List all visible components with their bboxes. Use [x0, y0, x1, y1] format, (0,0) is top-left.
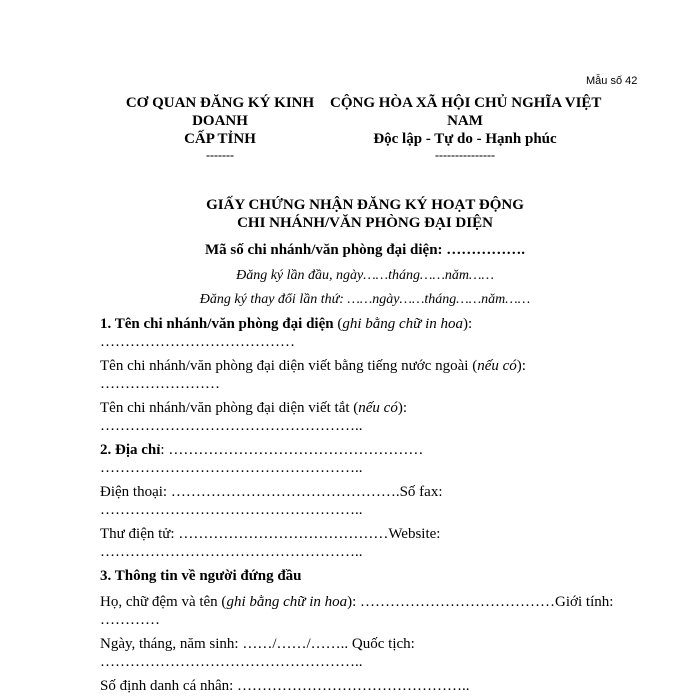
- form-number: Mẫu số 42: [586, 75, 638, 87]
- section1-heading: 1. Tên chi nhánh/văn phòng đại diện: [100, 316, 334, 332]
- dob-nationality-line: Ngày, tháng, năm sinh: ……/……/…….. Quốc tịch:: [100, 636, 415, 652]
- agency-separator: -------: [206, 148, 234, 162]
- agency-line-1: CƠ QUAN ĐĂNG KÝ KINH: [125, 95, 315, 111]
- nation-line-2: NAM: [447, 113, 483, 129]
- foreign-name-label-line: Tên chi nhánh/văn phòng đại diện viết bằng tiếng nước ngoài (nếu có):: [100, 358, 526, 374]
- abbr-name-label-line: Tên chi nhánh/văn phòng đại diện viết tắt (nếu có):: [100, 400, 408, 416]
- fax-dots: ……………………………………………..: [100, 502, 363, 518]
- full-name-line: Họ, chữ đệm và tên (ghi bằng chữ in hoa): …………………………………Giới tính:: [100, 594, 614, 610]
- section1-heading-note: ghi bằng chữ in hoa: [342, 316, 464, 332]
- abbr-name-dots: ……………………………………………..: [100, 418, 363, 434]
- title-line-2: CHI NHÁNH/VĂN PHÒNG ĐẠI DIỆN: [237, 215, 493, 231]
- gender-dots: …………: [100, 612, 160, 628]
- phone-fax-line: Điện thoại: ……………………………………….Số fax:: [100, 484, 443, 500]
- document-title: [150, 196, 580, 232]
- nation-line-1: CỘNG HÒA XÃ HỘI CHỦ NGHĨA VIỆT: [330, 95, 602, 111]
- first-registration-line: Đăng ký lần đầu, ngày……tháng……năm……: [236, 268, 494, 283]
- national-header: [330, 94, 600, 162]
- branch-code-line: Mã số chi nhánh/văn phòng đại diện: …………….: [204, 242, 526, 258]
- section2-heading-line: 2. Địa chỉ: ……………………………………………: [100, 442, 424, 458]
- agency-line-3: CẤP TỈNH: [184, 131, 256, 147]
- title-line-1: GIẤY CHỨNG NHẬN ĐĂNG KÝ HOẠT ĐỘNG: [206, 197, 524, 213]
- section1-heading-line: 1. Tên chi nhánh/văn phòng đại diện (ghi bằng chữ in hoa):: [100, 316, 473, 332]
- agency-line-2: DOANH: [192, 113, 248, 129]
- issuing-agency-header: [110, 94, 330, 162]
- foreign-name-dots: ……………………: [100, 376, 220, 392]
- motto-separator: ---------------: [435, 148, 495, 162]
- change-registration-line: Đăng ký thay đổi lần thứ: ……ngày……tháng……năm……: [199, 292, 531, 307]
- section3-heading: 3. Thông tin về người đứng đầu: [100, 568, 302, 584]
- motto: Độc lập - Tự do - Hạnh phúc: [373, 131, 557, 147]
- personal-id-line: Số định danh cá nhân: ………………………………………..: [100, 678, 470, 694]
- email-website-line: Thư điện tử: ……………………………………Website:: [100, 526, 441, 542]
- nationality-dots: ……………………………………………..: [100, 654, 363, 670]
- section2-heading: 2. Địa chỉ: [100, 442, 161, 458]
- website-dots: ……………………………………………..: [100, 544, 363, 560]
- address-dots: ……………………………………………..: [100, 460, 363, 476]
- section1-name-dots: …………………………………: [100, 334, 295, 350]
